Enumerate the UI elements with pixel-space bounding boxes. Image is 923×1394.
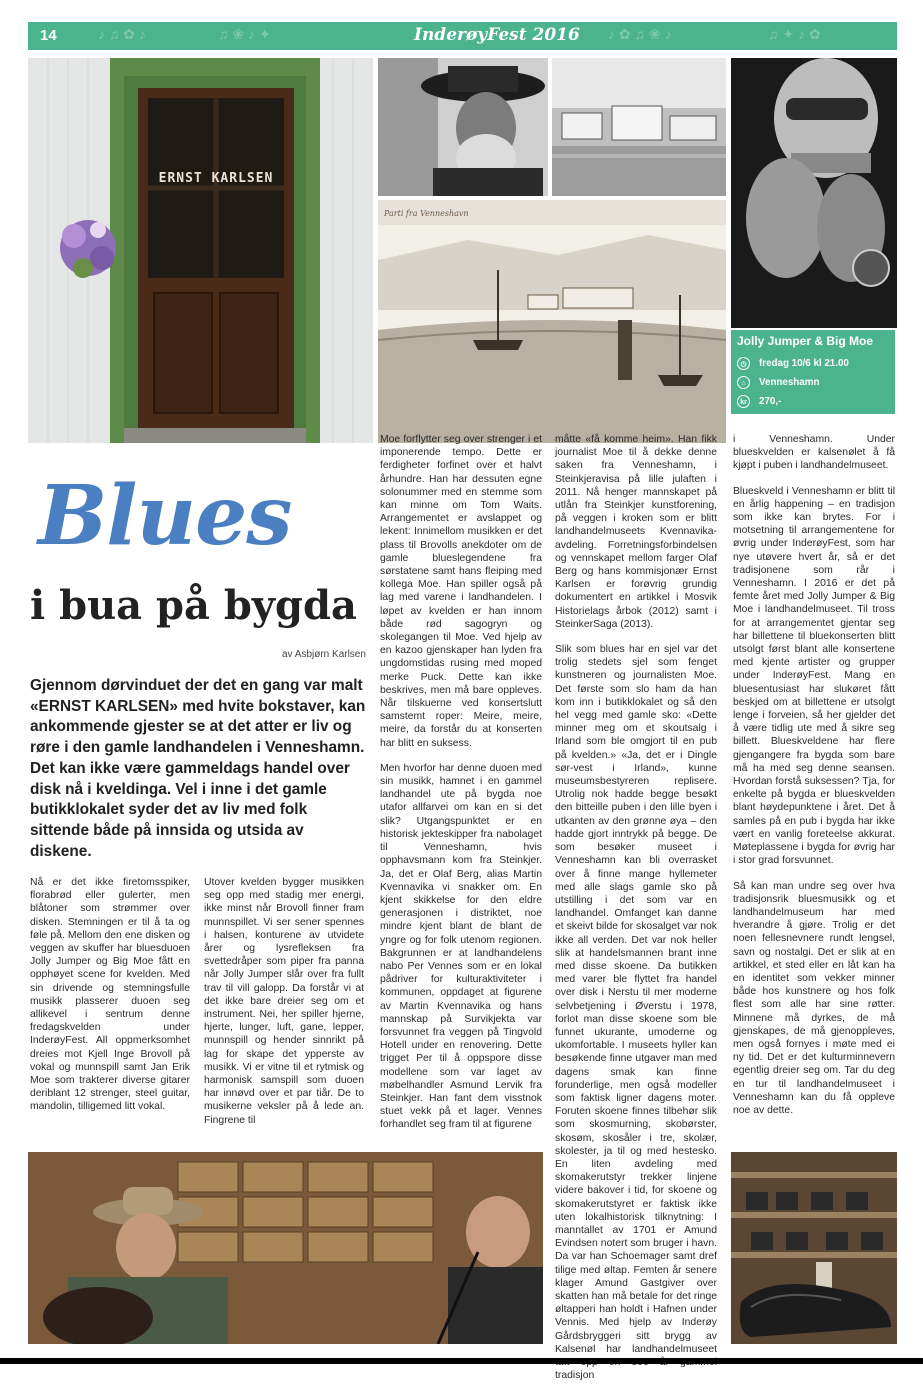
article-column-1: [30, 876, 190, 1126]
article-title: Blues: [38, 468, 292, 564]
music-note-icon: ♫ ❀ ♪ ✦: [218, 26, 271, 42]
door-sign-text: ERNST KARLSEN: [158, 171, 274, 186]
article-lead: Gjennom dørvinduet der det en gang var malt «ERNST KARLSEN» med hvite bokstaver, kan ankommende gjester se at det atter er liv og røre i den gamle landhandelen i Venneshamn. Det kan ikke være gammeldags handel over disk nå i kveldinga. Vel i inne i det gamle butikklokalet syder det av liv med folk sittende både på innsida og utsida av diskene.: [30, 677, 366, 860]
event-place: Venneshamn: [759, 377, 820, 389]
body-paragraph: Men hvorfor har denne duoen med sin musikk, hamnet i en gammel landhandel ute på bygda noe utafor allfarvei om kan en si det slik? Utgangspunktet er en historisk jekteskipper fra nabolaget til Venneshamn, hvis opphavsmann kom fra Steinkjer. Ja, det er Olaf Berg, alias Martin Kvennavika vi snakker om. En kjent skikkelse for den eldre generasjonen i distriktet, noe mindre kjent blant de blant de yngre og for folk utenom regionen. Bakgrunnen er at landhandelens nabo Per Vennes som er en lokal pådriver for kulturaktiviteter i kommunen, oppdaget at figurene av Martin Kvennavika og hans mannskap på Survikjekta var forsvunnet fra veggen på Tingvold Hotell under en renovering. Dette trigget Per til å oppspore disse modellene som var laget av møbelhandler Asmund Lervik fra Steinkjer. Han fant dem visstnok stuet vekk på et lager. Vennes forhandlet seg fram til at figurene: [380, 762, 542, 1131]
music-note-icon: ♪ ♫ ✿ ♪: [98, 26, 146, 42]
music-note-icon: ♫ ✦ ♪ ✿: [768, 26, 821, 42]
body-paragraph: Blueskveld i Venneshamn er blitt til en årlig happening – en tradisjon som ikke kan brytes. For i motsetning til arrangementene for øvrig under InderøyFest, som har nye utøvere hvert år, så er det tradisjonene som rår i Venneshamn. I 2016 er det på femte året med Jolly Jumper & Big Moe i landhandelmuseet. Til tross for at arrangementet gjentar seg har billettene til bluekonserten blitt utsolgt først blant alle konsertene med kjente artister og grupper under InderøyFest. Mang en bluesentusiast har slukøret fått beskjed om at billettene er utsolgt lenge i forveien, så her gjelder det å være tidlig ute med å sikre seg billett. Blueskveldene har flere gjengangere fra bygda som bare må ha med seg denne seansen. Hvordan forstå suksessen? Tja, for enkelte på bygda er blueskvelden blant høydepunktene i året. Det å samles på en pub i bygda har ikke vært en vanlig foreteelse akkurat. Møteplassene i bygda for øvrig har i stor grad forsvunnet.: [733, 485, 895, 867]
event-place-row: [737, 376, 819, 389]
article-column-4: [555, 433, 717, 1394]
page-bottom-rule: [0, 1358, 923, 1364]
harbor-painting-photo: [378, 200, 726, 443]
clock-icon: ◷: [737, 357, 750, 370]
event-info-box: [731, 330, 895, 414]
music-note-icon: ♪ ✿ ♫ ❀ ♪: [608, 26, 672, 42]
shoe-photo: [731, 1152, 897, 1344]
location-icon: ⌂: [737, 376, 750, 389]
publication-title: InderøyFest 2016: [414, 25, 580, 45]
event-price-row: [737, 395, 781, 408]
body-paragraph: Så kan man undre seg over hva tradisjonsrik bluesmusikk og et landhandelmuseum har med hverandre å gjøre. Trolig er det noen fellesnevnere rundt lengsel, savn og nostalgi. Det er slik at en artikkel, et sted eller en låt kan ha en identitet som vekker minner både hos kunstnere og hos folk flest som alle har sine røtter. Minnene må dyrkes, de må gjenskapes, de må gjenoppleves, men også fornyes i møte med ei ny tid. Det er det kulturminnevern egentlig dreier seg om. Tar du deg en tur til landhandelmuseet i Venneshamn kan du få oppleve noe av dette.: [733, 880, 895, 1116]
body-paragraph: Moe forflytter seg over strenger i et imponerende tempo. Dette er ferdigheter forfinet over et halvt århundre. Han har dessuten egne solonummer med en stemme som kan minne om Tom Waits. Arrangementet er avslappet og lekent: Innimellom musikken er det plass til Brovolls anekdoter om de gamle blueslegendene fra sørstatene samt hans fleiping med kollega Moe. Han spiller også på lag med varene i landhandelen. I løpet av kvelden er han innom både rød sagogryn og skolegangen til Moe. Ved hjelp av en kazoo gjenskaper han lyden fra ungdomstidas rusing med moped merke Puck. Dette kan ikke beskrives, men må bare oppleves. Når tilskuerne ved konsertslutt samstemt roper: Meire, meire, meire, da forstår du at konserten har blitt en suksess.: [380, 434, 542, 749]
article-column-2: [204, 876, 364, 1139]
harbor-old-photo: [552, 58, 726, 196]
article-column-5: [733, 433, 895, 1129]
page-header: [28, 22, 897, 50]
body-paragraph: måtte «få komme heim». Han fikk journalist Moe til å dekke denne saken fra Venneshamn, i Steinkjeravisa på lille julaften i 2011. Nå henger mannskapet på utlån fra Steinkjer kunstforening, på veggen i kroken som er blitt landhandelmuseets Kvennavika-avdeling. Forretningsforbindelsen og vennskapet mellom farger Olaf Berg og hans kommisjonær Ernst Karlsen er forøvrig grundig dokumentert en artikkel i Mosvik Historielags årbok (2012) samt i SteinkerSaga (2013).: [555, 434, 717, 630]
price-icon: kr: [737, 395, 750, 408]
event-date-row: [737, 357, 849, 370]
event-title: Jolly Jumper & Big Moe: [737, 334, 874, 348]
musician-portrait-photo: [378, 58, 548, 196]
body-paragraph: Nå er det ikke firetomsspiker, florabrød eller gulerter, men blåtoner som strømmer over disken. Stemningen er til å ta og føle på. Mellom den ene disken og veggen av skuffer har bluesduoen Jolly Jumper og Big Moe fått en opphøyet scene for kvelden. Med sin drivende og stemningsfulle musikk plasserer duoen seg allikevel i sentrum denne fredagskvelden under InderøyFest. All oppmerksomhet dreies mot Kjell Inge Brovoll på vokal og munnspill samt Jan Erik Moe som trakterer diverse gitarer deriblant 12 strenger, steel guitar, mandolin, tilligemed litt vokal.: [30, 877, 190, 1113]
event-date: fredag 10/6 kl 21.00: [759, 358, 849, 370]
article-byline: av Asbjørn Karlsen: [282, 649, 366, 660]
concert-photo: [28, 1152, 543, 1344]
body-paragraph: Utover kvelden bygger musikken seg opp med stadig mer energi, ikke minst når Brovoll finner fram munnspillet. Vi ser sener spennes i halsen, konturene av utvidete årer og lysrefleksen fra svettedråper som piper fra panna når Jolly Jumper slår over fra fullt trav til vill galopp. Da forstår vi at det ikke bare dreier seg om et instrument. Nei, her spiller hjerne, hjerte, lunger, luft, gane, lepper, munnspill og hender sinnrikt på lag for skape det ypperste av musikk. Vi er vitne til et rytmisk og harmonisk samspill som duoen har innøvd over et par tiår. De to musikerne veksler på å lede an. Fingrene til: [204, 877, 364, 1126]
door-photo: [28, 58, 373, 443]
page-number: 14: [40, 27, 57, 44]
article-subtitle: i bua på bygda: [30, 582, 357, 629]
event-price: 270,-: [759, 396, 782, 408]
body-paragraph: i Venneshamn. Under blueskvelden er kalsenølet å få kjøpt i puben i landhandelmuseet.: [733, 434, 895, 472]
article-column-3: [380, 433, 542, 1144]
harbor-caption: Parti fra Venneshavn: [384, 209, 469, 218]
harmonica-player-photo: [731, 58, 897, 328]
body-paragraph: Slik som blues har en sjel var det trolig stedets sjel som fenget kunstneren og journalisten Moe. Det første som slo ham da han kom inn i butikklokalet og så den hel vegg med gamle sko: «Dette minner meg om et skoutsalg i Irland som ble omgjort til en pub på kvelden.» «Ja, det er i Dingle sør-vest i Irland», kunne museumsbestyreren replisere. Utrolig nok hadde begge besøkt den bitteille puben i den lille byen i utkanten av den grønne øya – den hadde gjort inntrykk på begge. De som besøker museet i Venneshamn kan bli overrasket over å finne mange hyllemeter med alle slags gamle sko på utstilling i det som var en landhandel. Omfanget kan danne et skeivt bilde for skosalget var nok ikke all verden. Det var nok heller slik at handelsmannen brant inne med disse skoene. Da butikken med varer ble flyttet fra handel over disk i Nerstu til mer moderne selvbetjening i Øverstu i 1978, forlot man disse skoene som ble funnet ukurante, umoderne og ukomfortable. I museets hyller kan besøkende finne utgaver man med dagens smak kan finne forunderlige, men også modeller som faktisk ligner dagens moter. Foruten skoene finnes tilbehør slik som skosmurning, skobørster, skosøm, skosåler i tre, skolær, skolester, ja til og med hestesko. En liten avdeling med skomakerutstyr trekker linjene videre bakover i tid, for skoene og skomakerutstyret er faktisk ikke uten lokalhistorisk tilknytning: I manntallet av 1701 er Amund Evindsen notert som bruger i havn. Da var han Schoemager samt dref tilige med øltap. Femten år senere klager Amund Gastgiver over skatten han må betale for det ringe øltapperi han holdt i Hafnen under Vennis. Med hjelp av Inderøy Gårdsbryggeri sitt brygg av Kalsenøl har landhandelmuseet tradisjon: [555, 644, 717, 1382]
